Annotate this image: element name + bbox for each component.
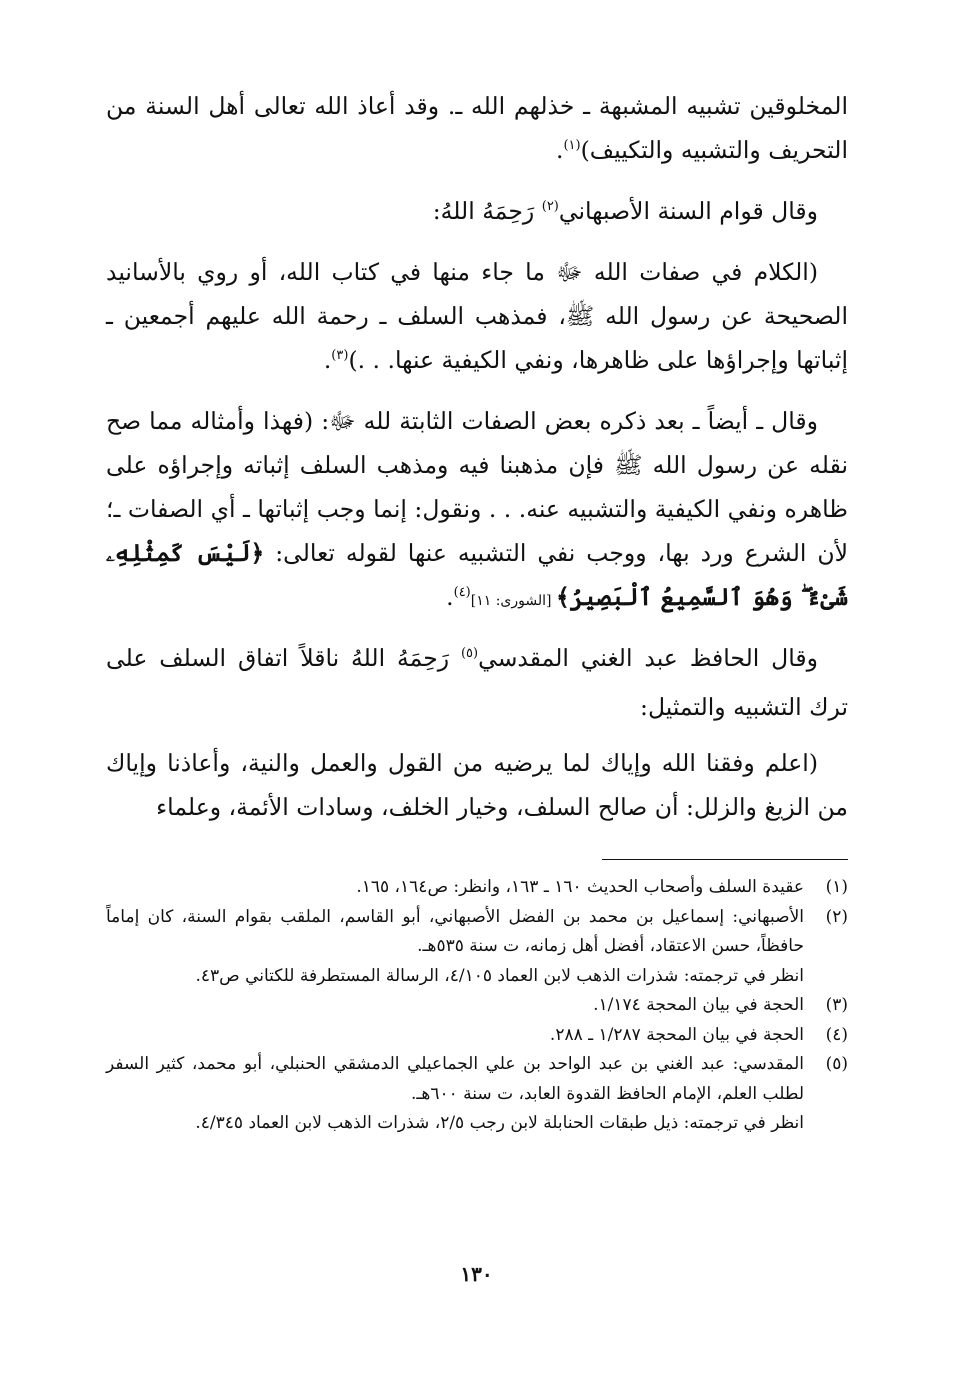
- footnote-text: انظر في ترجمته: ذيل طبقات الحنابلة لابن رجب ٢/٥، شذرات الذهب لابن العماد ٤/٣٤٥.: [195, 1113, 804, 1133]
- footnote-2: [106, 903, 848, 992]
- footnote-number: (٤): [825, 1024, 848, 1045]
- footnote-number: (١): [825, 877, 848, 897]
- paragraph-3: (الكلام في صفات الله ﷻ ما جاء منها في كتاب الله، أو روي بالأسانيد الصحيحة عن رسول الله ﷺ، فمذهب السلف ـ رحمة الله عليهم أجمعين ـ إثباتها وإجراؤها على ظاهرها، ونفي الكيفية عنها. . .)$^{(٣)}$.: [106, 258, 848, 374]
- footnote-4: [106, 1021, 848, 1051]
- footnote-number: (٢): [825, 906, 848, 927]
- footnote-3: [106, 991, 848, 1021]
- footnote-1: [106, 873, 848, 903]
- footnotes: [106, 873, 848, 1139]
- footnote-number: (٥): [825, 1054, 848, 1074]
- footnote-text: الحجة في بيان المحجة ١/٢٨٧ ـ ٢٨٨.: [549, 1024, 804, 1045]
- footnote-text: عقيدة السلف وأصحاب الحديث ١٦٠ ـ ١٦٣، وانظر: ص١٦٤، ١٦٥.: [356, 877, 804, 897]
- footnote-ref-4: (٤): [453, 585, 471, 600]
- footnote-ref-1: (١): [563, 138, 581, 153]
- footnote-divider: [602, 859, 848, 860]
- footnote-ref-5: (٥): [460, 646, 479, 661]
- footnote-number: (٣): [825, 995, 848, 1015]
- paragraph-4: وقال ـ أيضاً ـ بعد ذكره بعض الصفات الثابتة لله ﷻ: (فهذا وأمثاله مما صح نقله عن رسول الله ﷺ فإن مذهبنا فيه ومذهب السلف إثباته وإجراؤه على ظاهره ونفي الكيفية والتشبيه عنه. . . ونقول: إنما وجب إثباتها ـ أي الصفات ـ؛ لأن الشرع ورد بها، ووجب نفي التشبيه عنها لقوله تعالى: ﴿لَيْسَ كَمِثْلِهِۦ شَىْءٌ ۖ وَهُوَ ٱلسَّمِيعُ ٱلْبَصِيرُ﴾ [الشورى: ١١]$^{(٤)}$.: [106, 407, 848, 611]
- footnote-ref-3: (٣): [331, 348, 349, 363]
- paragraph-6: (اعلم وفقنا الله وإياك لما يرضيه من القول والعمل والنية، وأعاذنا وإياك من الزيغ والزلل: أن صالح السلف، وخيار الخلف، وسادات الأئمة، وعلماء: [106, 749, 848, 821]
- footnote-text: الأصبهاني: إسماعيل بن محمد بن الفضل الأصبهاني، أبو القاسم، الملقب بقوام السنة، كان إماماً حافظاً، حسن الاعتقاد، أفضل أهل زمانه، ت سنة ٥٣٥هـ.: [106, 906, 804, 956]
- footnote-5: [106, 1050, 848, 1139]
- page-number: ١٣٠: [460, 1262, 493, 1286]
- paragraph-2: وقال قوام السنة الأصبهاني$^{(٢)}$ رَحِمَهُ اللهُ:: [432, 197, 818, 225]
- main-text: [106, 84, 848, 841]
- quran-verse: ﴿لَيْسَ كَمِثْلِهِۦ شَىْءٌ ۖ وَهُوَ ٱلسَّمِيعُ ٱلْبَصِيرُ﴾: [106, 539, 848, 611]
- footnote-text: انظر في ترجمته: شذرات الذهب لابن العماد ٤/١٠٥، الرسالة المستطرفة للكتاني ص٤٣.: [195, 965, 804, 986]
- footnote-text: المقدسي: عبد الغني بن عبد الواحد بن علي الجماعيلي الدمشقي الحنبلي، أبو محمد، كثير السفر لطلب العلم، الإمام الحافظ القدوة العابد، ت سنة ٦٠٠هـ.: [106, 1054, 804, 1104]
- surah-reference: [الشورى: ١١]: [470, 593, 556, 609]
- paragraph-5: وقال الحافظ عبد الغني المقدسي$^{(٥)}$ رَحِمَهُ اللهُ ناقلاً اتفاق السلف على ترك التشبيه والتمثيل:: [106, 644, 848, 721]
- paragraph-1: المخلوقين تشبيه المشبهة ـ خذلهم الله ـ. وقد أعاذ الله تعالى أهل السنة من التحريف والتشبيه والتكييف)$^{(١)}$.: [106, 92, 848, 164]
- footnote-text: الحجة في بيان المحجة ١/١٧٤.: [593, 995, 804, 1015]
- footnote-ref-2: (٢): [541, 199, 559, 214]
